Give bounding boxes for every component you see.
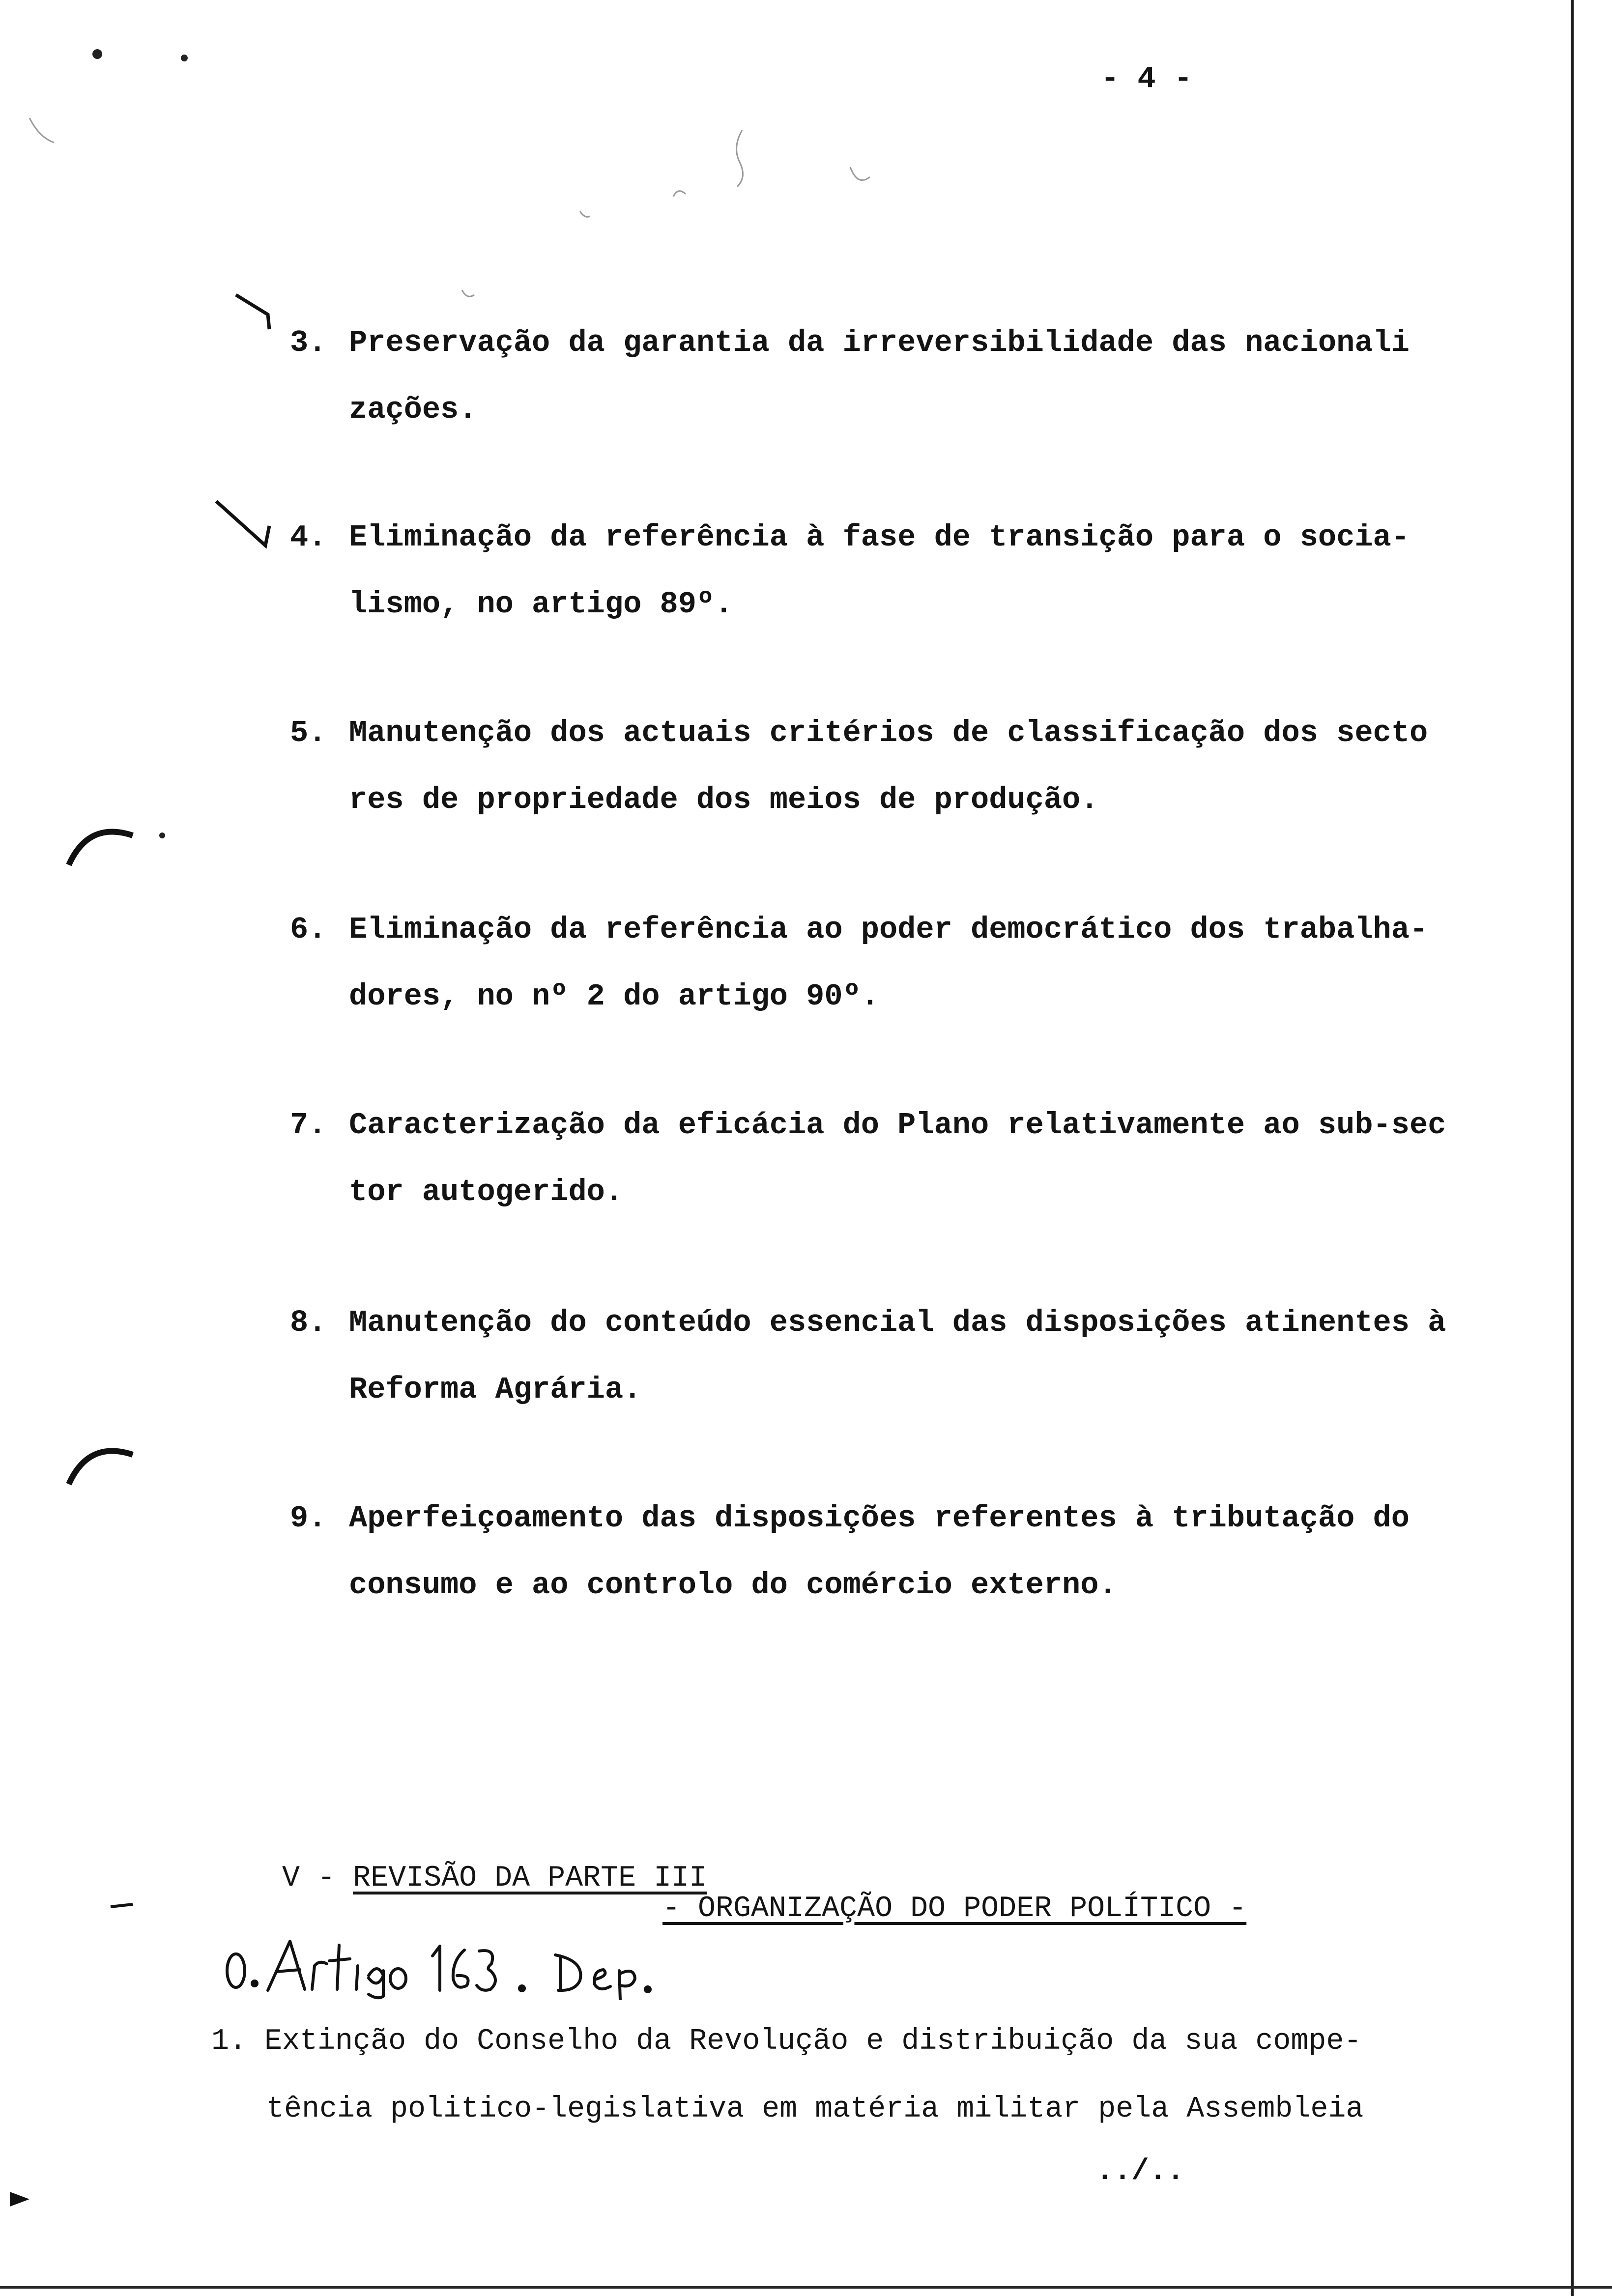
item-line: tor autogerido. — [349, 1175, 624, 1209]
margin-arrow — [10, 2192, 29, 2207]
item-line: Aperfeiçoamento das disposições referentes à tributação do — [349, 1501, 1410, 1536]
item-line: Eliminação da referência à fase de transição para o socia- — [349, 520, 1410, 555]
item-line: Eliminação da referência ao poder democrático dos trabalha- — [349, 912, 1428, 947]
item-number: 9. — [290, 1501, 327, 1536]
section-heading — [211, 1828, 707, 1928]
section-item-text: Extinção do Conselho da Revolução e distribuição da sua compe- — [264, 2025, 1362, 2058]
section-prefix: V - — [282, 1862, 353, 1895]
item-number: 3. — [290, 325, 327, 360]
faint-pencil-marks — [29, 118, 870, 296]
item-line: dores, no nº 2 do artigo 90º. — [349, 979, 879, 1014]
list-item — [290, 1485, 1519, 1619]
section-title: REVISÃO DA PARTE III — [353, 1862, 707, 1895]
item-line: Caracterização da eficácia do Plano relativamente ao sub-sec — [349, 1108, 1446, 1143]
item-number: 7. — [290, 1108, 327, 1143]
margin-dash — [111, 1904, 133, 1907]
item-number: 8. — [290, 1305, 327, 1340]
item-line: lismo, no artigo 89º. — [349, 587, 733, 622]
list-item — [290, 1290, 1519, 1423]
scan-specks — [92, 49, 188, 838]
item-line: Preservação da garantia da irreversibilidade das nacionali — [349, 325, 1410, 360]
list-item — [290, 504, 1519, 638]
punch-hole-arc-bottom — [69, 1451, 133, 1485]
section-item-line — [211, 2008, 1363, 2075]
item-line: Reforma Agrária. — [349, 1372, 642, 1407]
item-line: zações. — [349, 392, 477, 427]
item-line: res de propriedade dos meios de produção. — [349, 782, 1099, 817]
punch-hole-arc-top — [69, 832, 133, 865]
item-number: 5. — [290, 716, 327, 750]
section-subheading: - ORGANIZAÇÃO DO PODER POLÍTICO - — [662, 1892, 1247, 1925]
list-item — [290, 310, 1519, 443]
list-item — [290, 1092, 1519, 1226]
item-number: 6. — [290, 912, 327, 947]
item-line: Manutenção do conteúdo essencial das disposições atinentes à — [349, 1305, 1446, 1340]
item-line: consumo e ao controlo do comércio externo. — [349, 1568, 1117, 1603]
item-number: 4. — [290, 520, 327, 555]
check-mark-4 — [216, 501, 269, 545]
list-item — [290, 896, 1519, 1030]
page-number: - 4 - — [1101, 61, 1193, 96]
section-item-line: tência politico-legislativa em matéria militar pela Assembleia — [266, 2093, 1364, 2126]
section-item-number: 1. — [211, 2025, 247, 2058]
check-mark-3 — [236, 295, 269, 329]
section-list-item — [211, 2008, 1363, 2143]
handwritten-note — [221, 1931, 663, 2000]
item-line: Manutenção dos actuais critérios de classificação dos secto — [349, 716, 1428, 750]
list-item — [290, 700, 1519, 833]
continuation-marker: ../.. — [1096, 2155, 1185, 2188]
